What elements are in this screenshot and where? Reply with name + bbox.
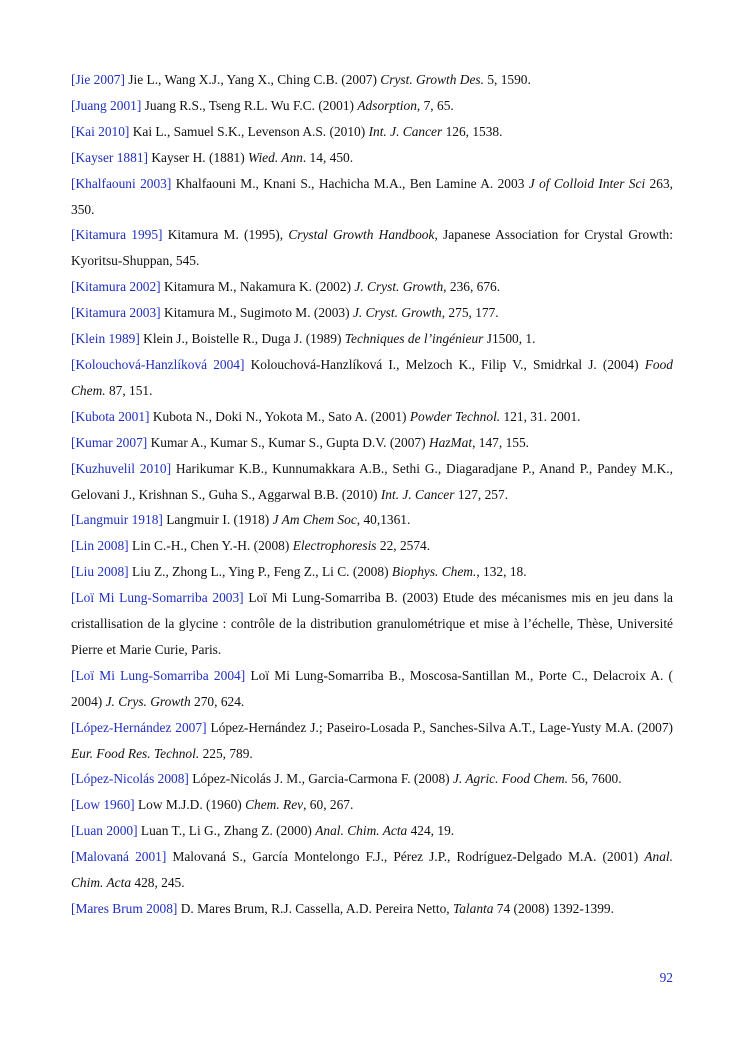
- reference-entry: [71, 67, 673, 93]
- reference-journal: Techniques de l’ingénieur: [344, 331, 484, 347]
- reference-authors: Jie L., Wang X.J., Yang X., Ching C.B. (2007): [128, 72, 377, 87]
- reference-journal: Int. J. Cancer: [368, 123, 443, 139]
- reference-journal: Wied. Ann: [248, 149, 303, 165]
- reference-journal: J. Cryst. Growth: [352, 305, 442, 321]
- reference-authors: Luan T., Li G., Zhang Z. (2000): [140, 823, 312, 839]
- reference-journal: Adsorption: [357, 97, 417, 113]
- page-number: 92: [659, 970, 673, 985]
- reference-entry: [71, 818, 673, 844]
- reference-authors: Juang R.S., Tseng R.L. Wu F.C. (2001): [144, 97, 355, 113]
- reference-journal: J. Cryst. Growth: [354, 279, 444, 295]
- reference-details: J1500, 1.: [486, 331, 536, 347]
- citation-key[interactable]: [Mares Brum 2008]: [71, 901, 178, 916]
- citation-key[interactable]: [Kai 2010]: [71, 123, 130, 139]
- reference-details: 121, 31. 2001.: [503, 408, 581, 424]
- reference-details: 5, 1590.: [487, 72, 531, 87]
- reference-journal: Powder Technol.: [409, 408, 501, 424]
- reference-authors: Kitamura M., Sugimoto M. (2003): [163, 305, 350, 321]
- reference-entry: [71, 326, 673, 352]
- reference-details: 56, 7600.: [571, 771, 622, 787]
- reference-journal: Anal. Chim. Acta: [71, 849, 673, 891]
- reference-details: 263, 350.: [71, 175, 673, 217]
- reference-details: 127, 257.: [457, 486, 509, 502]
- reference-details: , 147, 155.: [472, 434, 530, 450]
- reference-details: , 40,1361.: [356, 512, 411, 528]
- reference-details: 87, 151.: [108, 382, 153, 398]
- reference-details: , Japanese Association for Crystal Growth: Kyoritsu-Shuppan, 545.: [71, 227, 673, 269]
- reference-entry: [71, 844, 673, 896]
- reference-list: [71, 67, 673, 922]
- reference-authors: Klein J., Boistelle R., Duga J. (1989): [143, 331, 342, 347]
- reference-entry: [71, 145, 673, 171]
- citation-key[interactable]: [Loï Mi Lung-Somarriba 2004]: [71, 667, 246, 683]
- citation-key[interactable]: [Kubota 2001]: [71, 408, 150, 424]
- reference-entry: [71, 456, 673, 508]
- citation-key[interactable]: [Kitamura 2003]: [71, 305, 161, 321]
- reference-details: 126, 1538.: [445, 123, 503, 139]
- reference-details: 270, 624.: [194, 693, 245, 709]
- reference-details: 22, 2574.: [379, 538, 431, 554]
- reference-journal: Chem. Rev: [245, 797, 304, 813]
- citation-key[interactable]: [Kitamura 2002]: [71, 279, 161, 295]
- citation-key[interactable]: [Khalfaouni 2003]: [71, 175, 172, 191]
- reference-entry: [71, 93, 673, 119]
- citation-key[interactable]: [Jie 2007]: [71, 72, 125, 87]
- reference-entry: [71, 715, 673, 767]
- reference-journal: Food Chem.: [71, 356, 673, 398]
- reference-journal: Int. J. Cancer: [380, 486, 455, 502]
- reference-authors: D. Mares Brum, R.J. Cassella, A.D. Pereira Netto,: [180, 901, 450, 916]
- reference-journal: J. Crys. Growth: [105, 693, 191, 709]
- citation-key[interactable]: [Langmuir 1918]: [71, 512, 163, 528]
- reference-authors: Kolouchová-Hanzlíková I., Melzoch K., Filip V., Smidrkal J. (2004): [250, 356, 639, 372]
- reference-details: , 275, 177.: [441, 305, 499, 321]
- reference-journal: Eur. Food Res. Technol.: [71, 745, 200, 761]
- reference-journal: Biophys. Chem.: [391, 564, 477, 580]
- reference-entry: [71, 274, 673, 300]
- reference-entry: [71, 663, 673, 715]
- reference-details: 424, 19.: [410, 823, 455, 839]
- reference-authors: Kitamura M. (1995),: [167, 227, 284, 243]
- reference-authors: Loï Mi Lung-Somarriba B. (2003) Etude des mécanismes mis en jeu dans la cristallisation de la glycine : contrôle de la distribution granulométrique et mise à l’échelle, Thèse, Université Pierre et Marie Curie, Paris.: [71, 590, 673, 657]
- reference-authors: Liu Z., Zhong L., Ying P., Feng Z., Li C. (2008): [132, 564, 389, 580]
- reference-entry: [71, 792, 673, 818]
- reference-journal: HazMat: [428, 434, 473, 450]
- reference-entry: [71, 300, 673, 326]
- reference-authors: Kayser H. (1881): [151, 149, 245, 165]
- reference-authors: Low M.J.D. (1960): [137, 797, 242, 813]
- reference-details: , 132, 18.: [476, 564, 527, 580]
- reference-entry: [71, 896, 673, 922]
- reference-authors: Malovaná S., García Montelongo F.J., Pérez J.P., Rodríguez-Delgado M.A. (2001): [172, 849, 639, 865]
- reference-authors: Loï Mi Lung-Somarriba B., Moscosa-Santillan M., Porte C., Delacroix A. ( 2004): [71, 667, 674, 709]
- reference-details: . 14, 450.: [302, 149, 354, 165]
- citation-key[interactable]: [Juang 2001]: [71, 97, 142, 113]
- reference-authors: Kitamura M., Nakamura K. (2002): [163, 279, 352, 295]
- reference-entry: [71, 171, 673, 223]
- reference-journal: J of Colloid Inter Sci: [528, 175, 646, 191]
- citation-key[interactable]: [Klein 1989]: [71, 331, 140, 347]
- reference-authors: Kubota N., Doki N., Yokota M., Sato A. (2001): [152, 408, 407, 424]
- reference-details: 225, 789.: [202, 745, 253, 761]
- citation-key[interactable]: [López-Nicolás 2008]: [71, 771, 189, 787]
- citation-key[interactable]: [Kumar 2007]: [71, 434, 148, 450]
- citation-key[interactable]: [Low 1960]: [71, 797, 135, 813]
- reference-entry: [71, 404, 673, 430]
- reference-authors: Langmuir I. (1918): [166, 512, 270, 528]
- reference-entry: [71, 533, 673, 559]
- citation-key[interactable]: [Kitamura 1995]: [71, 227, 163, 243]
- reference-journal: Cryst. Growth Des.: [380, 72, 484, 87]
- reference-authors: Kai L., Samuel S.K., Levenson A.S. (2010): [132, 123, 366, 139]
- citation-key[interactable]: [Malovaná 2001]: [71, 849, 167, 865]
- reference-details: 74 (2008) 1392-1399.: [496, 901, 614, 916]
- reference-authors: Lin C.-H., Chen Y.-H. (2008): [132, 538, 290, 554]
- reference-details: , 7, 65.: [416, 97, 454, 113]
- reference-entry: [71, 559, 673, 585]
- reference-details: 428, 245.: [134, 875, 185, 891]
- reference-journal: Anal. Chim. Acta: [315, 823, 408, 839]
- reference-journal: J. Agric. Food Chem.: [452, 771, 569, 787]
- reference-entry: [71, 352, 673, 404]
- reference-details: , 236, 676.: [443, 279, 501, 295]
- reference-entry: [71, 430, 673, 456]
- reference-entry: [71, 119, 673, 145]
- reference-authors: López-Nicolás J. M., Garcia-Carmona F. (2008): [192, 771, 450, 787]
- reference-journal: Talanta: [452, 901, 494, 916]
- reference-journal: J Am Chem Soc: [272, 512, 357, 528]
- citation-key[interactable]: [Kayser 1881]: [71, 149, 148, 165]
- reference-authors: Khalfaouni M., Knani S., Hachicha M.A., Ben Lamine A. 2003: [175, 175, 525, 191]
- reference-authors: Kumar A., Kumar S., Kumar S., Gupta D.V. (2007): [150, 434, 426, 450]
- reference-authors: Harikumar K.B., Kunnumakkara A.B., Sethi G., Diagaradjane P., Anand P., Pandey M.K., Gelovani J., Krishnan S., Guha S., Aggarwal B.B. (2010): [71, 460, 673, 502]
- reference-entry: [71, 766, 673, 792]
- citation-key[interactable]: [Liu 2008]: [71, 564, 129, 580]
- reference-details: , 60, 267.: [303, 797, 354, 813]
- reference-entry: [71, 222, 673, 274]
- reference-journal: Electrophoresis: [292, 538, 377, 554]
- citation-key[interactable]: [Loï Mi Lung-Somarriba 2003]: [71, 590, 244, 606]
- citation-key[interactable]: [Kuzhuvelil 2010]: [71, 460, 172, 476]
- citation-key[interactable]: [Lin 2008]: [71, 538, 129, 554]
- citation-key[interactable]: [Kolouchová-Hanzlíková 2004]: [71, 356, 245, 372]
- reference-authors: López-Hernández J.; Paseiro-Losada P., Sanches-Silva A.T., Lage-Yusty M.A. (2007): [210, 719, 673, 735]
- reference-entry: [71, 585, 673, 663]
- citation-key[interactable]: [Luan 2000]: [71, 823, 138, 839]
- reference-journal: Crystal Growth Handbook: [288, 227, 435, 243]
- reference-entry: [71, 507, 673, 533]
- citation-key[interactable]: [López-Hernández 2007]: [71, 719, 207, 735]
